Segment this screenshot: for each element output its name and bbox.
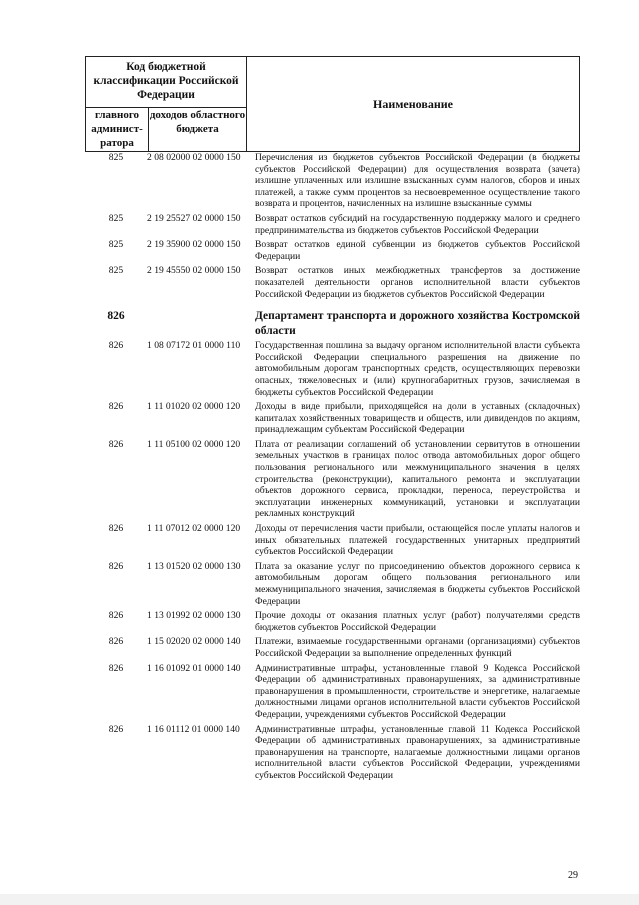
- income-code: 1 11 07012 02 0000 120: [147, 523, 241, 535]
- header-admin-title: главного админист-ратора: [91, 109, 143, 149]
- income-name: Возврат остатков субсидий на государственную поддержку малого и среднего предпринимательства из бюджетов субъектов Российской Федерации: [255, 212, 580, 236]
- income-code: 2 19 35900 02 0000 150: [147, 239, 241, 251]
- income-name: Возврат остатков иных межбюджетных трансфертов за достижение показателей деятельности органов исполнительной власти субъектов Российской Федерации из бюджетов субъектов Российской Федерации: [255, 265, 580, 300]
- income-code: 1 16 01092 01 0000 140: [147, 662, 241, 674]
- income-code: 2 19 45550 02 0000 150: [147, 265, 241, 277]
- table-row: [85, 439, 580, 523]
- table-row: [85, 340, 580, 401]
- table-row: [85, 239, 580, 265]
- income-name: Государственная пошлина за выдачу органом исполнительной власти субъекта Российской Федерации специального разрешения на движение по автомобильным дорогам транспортных средств, осуществляющих перевозки опасных, тяжеловесных и (или) крупногабаритных грузов, зачисляемая в бюджеты субъектов Российской Федерации: [255, 340, 580, 398]
- table-row: [85, 152, 580, 213]
- admin-code: 826: [107, 310, 125, 323]
- income-code: 2 08 02000 02 0000 150: [147, 152, 241, 163]
- header-code-title: Код бюджетной классификации Российской Федерации: [93, 61, 239, 101]
- admin-code: 825: [108, 265, 124, 277]
- income-name: Административные штрафы, установленные главой 9 Кодекса Российской Федерации об административных правонарушениях, за административные правонарушения в промышленности, строительстве и энергетике, налагаемые должностными лицами органов исполнительной власти субъектов Российской Федерации, учреждениями субъектов Российской Федерации: [255, 662, 580, 720]
- income-code: 1 13 01520 02 0000 130: [147, 560, 241, 572]
- admin-code: 826: [108, 723, 124, 735]
- income-code: 1 08 07172 01 0000 110: [147, 340, 241, 352]
- table-row: [85, 610, 580, 636]
- table-row: [85, 636, 580, 662]
- table-header: [85, 56, 580, 152]
- income-code: [147, 309, 255, 339]
- admin-code: 826: [108, 560, 124, 572]
- department-row: [85, 303, 580, 340]
- page-number: 29: [568, 870, 578, 881]
- admin-code: 825: [108, 239, 124, 251]
- income-name: Департамент транспорта и дорожного хозяйства Костромской области: [255, 310, 580, 338]
- income-code: 1 11 05100 02 0000 120: [147, 438, 241, 450]
- income-name: Прочие доходы от оказания платных услуг (работ) получателями средств бюджетов субъектов Российской Федерации: [255, 610, 580, 633]
- admin-code: 826: [108, 662, 124, 674]
- income-code: 1 11 01020 02 0000 120: [147, 401, 241, 413]
- header-income-title: доходов областного бюджета: [149, 109, 246, 135]
- income-name: Плата от реализации соглашений об установлении сервитутов в отношении земельных участков в границах полос отвода автомобильных дорог общего пользования регионального или межмуниципального значения в целях строительства (реконструкции), капитального ремонта и эксплуатации объектов дорожного сервиса, прокладки, переноса, переустройства и эксплуатации инженерных коммуникаций, установки и эксплуатации рекламных конструкций: [255, 438, 580, 520]
- admin-code: 826: [108, 401, 124, 413]
- income-name: Доходы в виде прибыли, приходящейся на доли в уставных (складочных) капиталах хозяйственных товариществ и обществ, или дивидендов по акциям, принадлежащим субъектам Российской Федерации: [255, 401, 580, 436]
- income-code: 1 16 01112 01 0000 140: [147, 723, 240, 735]
- table-row: [85, 265, 580, 303]
- table-row: [85, 401, 580, 439]
- income-name: Платежи, взимаемые государственными органами (организациями) субъектов Российской Федерации за выполнение определенных функций: [255, 636, 580, 659]
- table-row: [85, 663, 580, 724]
- admin-code: 825: [108, 212, 124, 224]
- bottom-strip: [0, 894, 639, 905]
- admin-code: 825: [108, 152, 124, 163]
- income-name: Возврат остатков единой субвенции из бюджетов субъектов Российской Федерации: [255, 239, 580, 262]
- admin-code: 826: [108, 636, 124, 648]
- income-name: Плата за оказание услуг по присоединению объектов дорожного сервиса к автомобильным дорогам общего пользования регионального или межмуниципального значения, зачисляемая в бюджеты субъектов Российской Федерации: [255, 560, 580, 607]
- income-code: 2 19 25527 02 0000 150: [147, 212, 241, 224]
- income-code: 1 15 02020 02 0000 140: [147, 636, 241, 648]
- table-row: [85, 523, 580, 561]
- admin-code: 826: [108, 523, 124, 535]
- admin-code: 826: [108, 610, 124, 622]
- header-name-title: Наименование: [373, 97, 453, 111]
- table-body: [85, 152, 580, 785]
- income-code: 1 13 01992 02 0000 130: [147, 610, 241, 622]
- table-row: [85, 213, 580, 239]
- table-row: [85, 561, 580, 610]
- admin-code: 826: [108, 438, 124, 450]
- admin-code: 826: [108, 340, 124, 352]
- income-name: Перечисления из бюджетов субъектов Российской Федерации (в бюджеты субъектов Российской Федерации) для осуществления возврата (зачета) излишне уплаченных или излишне взысканных сумм налогов, сборов и иных платежей, а также сумм процентов за несвоевременное осуществление такого возврата и процентов, начисленных на излишне взысканные суммы: [255, 152, 580, 210]
- table-row: [85, 724, 580, 785]
- income-name: Административные штрафы, установленные главой 11 Кодекса Российской Федерации об административных правонарушениях, за административные правонарушения на транспорте, налагаемые должностными лицами органов исполнительной власти субъектов Российской Федерации, учреждениями субъектов Российской Федерации: [255, 723, 580, 781]
- income-name: Доходы от перечисления части прибыли, остающейся после уплаты налогов и иных обязательных платежей государственных унитарных предприятий субъектов Российской Федерации: [255, 523, 580, 558]
